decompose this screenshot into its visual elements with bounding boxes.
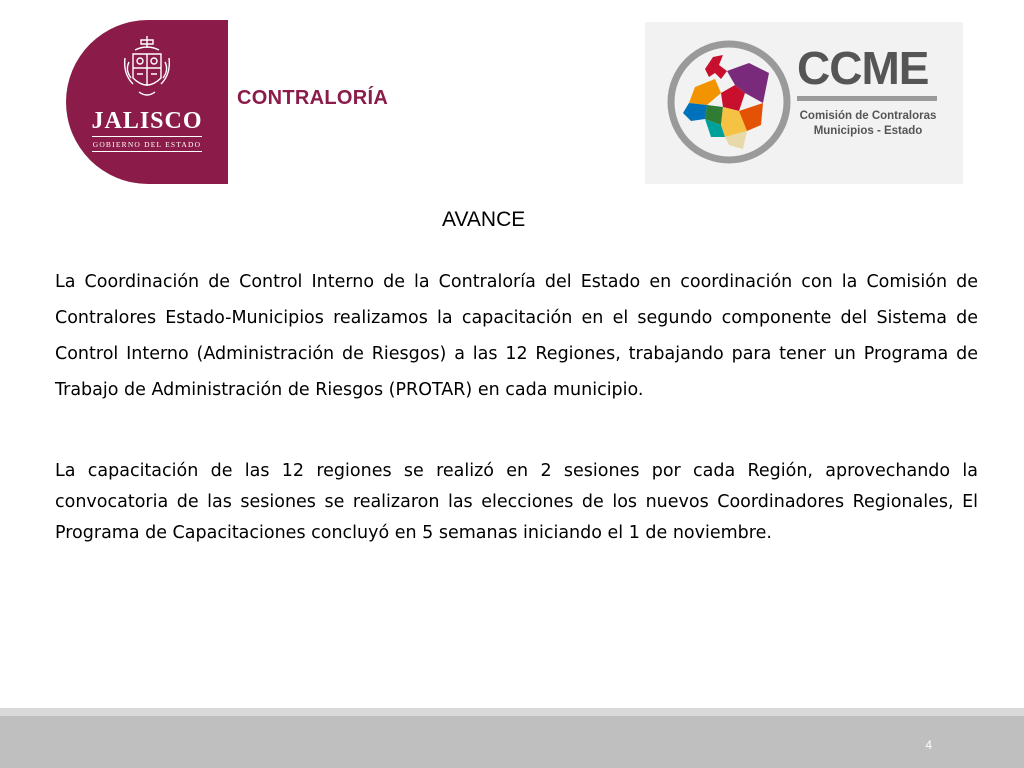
ccme-map-emblem-icon bbox=[665, 33, 793, 171]
paragraph-1: La Coordinación de Control Interno de la Contraloría del Estado en coordinación con la Comisión de Contralores Estado-Municipios realizamos la capacitación en el segundo componente del Sistema de Control Interno (Administración de Riesgos) a las 12 Regiones, trabajando para tener un Programa de Trabajo de Administración de Riesgos (PROTAR) en cada municipio. bbox=[55, 272, 978, 400]
contraloria-label: CONTRALORÍA bbox=[237, 87, 389, 109]
footer-accent-bar bbox=[0, 708, 1024, 716]
paragraph-2: La capacitación de las 12 regiones se realizó en 2 sesiones por cada Región, aprovechando la convocatoria de las sesiones se realizaron las elecciones de los nuevos Coordinadores Regionales, El Programa de Capacitaciones concluyó en 5 semanas iniciando el 1 de noviembre. bbox=[55, 461, 978, 543]
ccme-subtitle-line2: Municipios - Estado bbox=[813, 125, 923, 137]
ccme-subtitle-line1: Comisión de Contraloras bbox=[799, 110, 937, 122]
divider bbox=[92, 151, 202, 152]
coat-of-arms-icon bbox=[121, 34, 173, 104]
divider bbox=[92, 136, 202, 137]
jalisco-wordmark: JALISCO bbox=[91, 108, 203, 134]
jalisco-subtitle: GOBIERNO DEL ESTADO bbox=[92, 140, 202, 149]
ccme-wordmark: CCME bbox=[797, 42, 929, 94]
footer-bar bbox=[0, 716, 1024, 768]
ccme-underline bbox=[797, 96, 937, 101]
page-number: 4 bbox=[925, 738, 932, 752]
slide-title: AVANCE bbox=[442, 208, 526, 231]
jalisco-logo bbox=[66, 20, 228, 184]
